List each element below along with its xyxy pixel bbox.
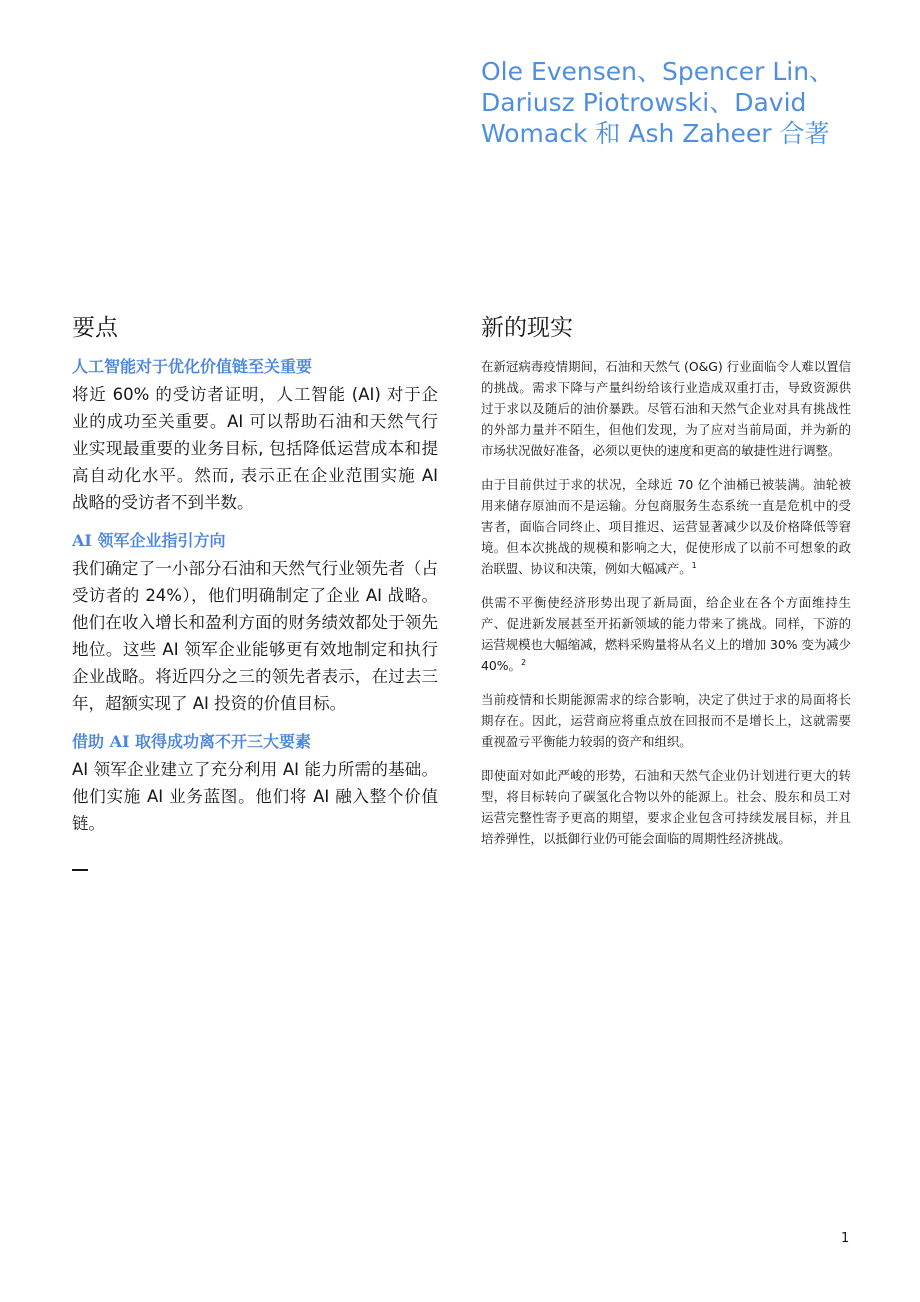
body-paragraph [481,689,851,752]
body-paragraph [481,592,851,676]
footnote-ref[interactable]: 1 [691,560,697,570]
new-reality-heading: 新的现实 [481,315,573,341]
key-point-title: 人工智能对于优化价值链至关重要 [72,357,313,376]
paragraph-text: 由于目前供过于求的状况，全球近 70 亿个油桶已被装满。油轮被用来储存原油而不是运输。分包商服务生态系统一直是危机中的受害者，面临合同终止、项目推迟、运营显著减少以及价格降低等窘境。但本次挑战的规模和影响之大，促使形成了以前不可想象的政治联盟、协议和决策，例如大幅减产。 [481,477,851,576]
paragraph-text: 当前疫情和长期能源需求的综合影响，决定了供过于求的局面将长期存在。因此，运营商应将重点放在回报而不是增长上，这就需要重视盈亏平衡能力较弱的资产和组织。 [481,692,851,749]
key-point-body: 我们确定了一小部分石油和天然气行业领先者（占受访者的 24%），他们明确制定了企业 AI 战略。他们在收入增长和盈利方面的财务绩效都处于领先地位。这些 AI 领军企业能够更有效地制定和执行企业战略。将近四分之三的领先者表示，在过去三年，超额实现了 AI 投资的价值目标。 [72,559,438,713]
new-reality-section [481,312,851,862]
section-end-dash [72,869,88,871]
key-point-item [72,356,438,516]
key-points-section [72,312,438,871]
key-point-title: 借助 AI 取得成功离不开三大要素 [72,732,312,751]
authors-byline: Ole Evensen、Spencer Lin、Dariusz Piotrowski、David Womack 和 Ash Zaheer 合著 [481,57,835,148]
body-paragraph [481,356,851,461]
paragraph-text: 供需不平衡使经济形势出现了新局面，给企业在各个方面维持生产、促进新发展甚至开拓新领域的能力带来了挑战。同样，下游的运营规模也大幅缩减，燃料采购量将从名义上的增加 30% 变为减少 40%。 [481,595,851,673]
page-number: 1 [841,1231,850,1246]
paragraph-text: 即使面对如此严峻的形势，石油和天然气企业仍计划进行更大的转型，将目标转向了碳氢化合物以外的能源上。社会、股东和员工对运营完整性寄予更高的期望，要求企业包含可持续发展目标，并且培养弹性，以抵御行业仍可能会面临的周期性经济挑战。 [481,768,851,846]
key-points-heading: 要点 [72,315,118,341]
key-point-item [72,530,438,717]
body-paragraph [481,765,851,849]
body-paragraph [481,474,851,579]
key-point-body: 将近 60% 的受访者证明，人工智能 (AI) 对于企业的成功至关重要。AI 可以帮助石油和天然气行业实现最重要的业务目标, 包括降低运营成本和提高自动化水平。然而, 表示正在企业范围实施 AI 战略的受访者不到半数。 [72,385,438,512]
key-point-body: AI 领军企业建立了充分利用 AI 能力所需的基础。他们实施 AI 业务蓝图。他们将 AI 融入整个价值链。 [72,760,438,833]
key-point-item [72,731,438,837]
footnote-ref[interactable]: 2 [520,657,527,667]
paragraph-text: 在新冠病毒疫情期间，石油和天然气 (O&G) 行业面临令人难以置信的挑战。需求下降与产量纠纷给该行业造成双重打击，导致资源供过于求以及随后的油价暴跌。尽管石油和天然气企业对具有挑战性的外部力量并不陌生，但他们发现，为了应对当前局面，并为新的市场状况做好准备，必须以更快的速度和更高的敏捷性进行调整。 [481,359,851,458]
key-point-title: AI 领军企业指引方向 [72,531,226,550]
